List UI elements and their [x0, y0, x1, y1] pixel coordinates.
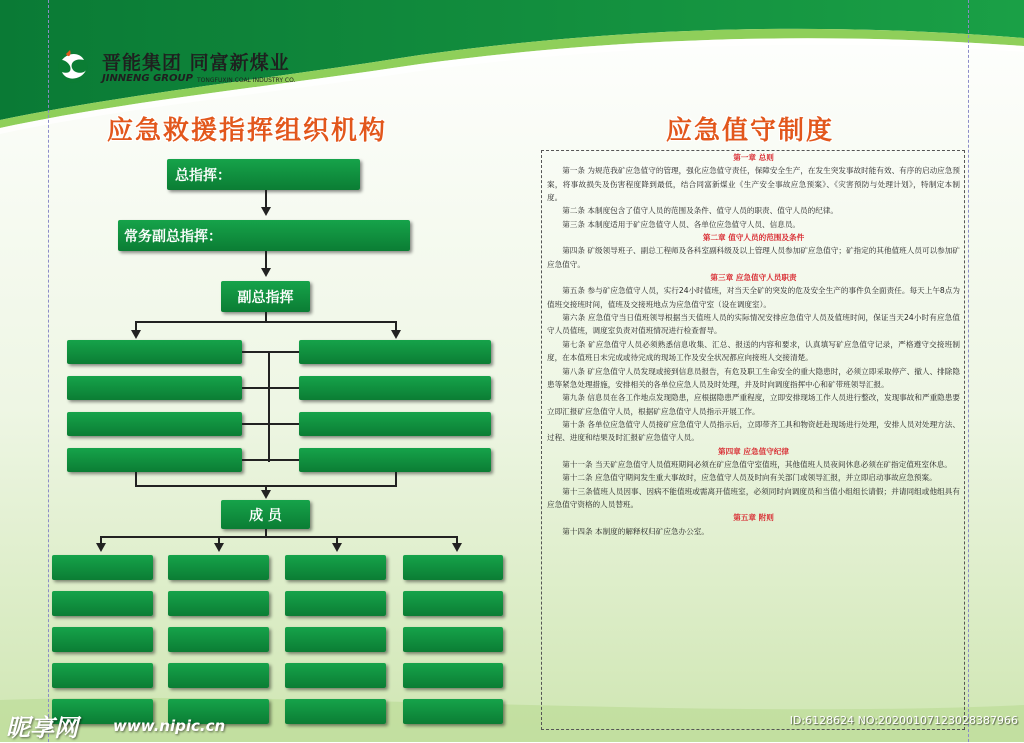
deputy-unit-box: [67, 376, 242, 400]
rule-paragraph: 第六条 应急值守当日值班领导根据当天值班人员的实际情况安排应急值守人员及值班时间，保证当天24小时有应急值守人员值班，调度室负责对值班情况进行检查督导。: [547, 313, 960, 336]
rules-panel: [541, 150, 965, 730]
member-box: [403, 627, 503, 652]
connector: [242, 351, 299, 353]
deputy-unit-box: [299, 412, 491, 436]
members-label: 成 员: [249, 507, 282, 524]
arrow-down-icon: [214, 543, 224, 552]
connector: [265, 190, 267, 208]
chapter-heading: 第五章 附则: [733, 513, 774, 523]
watermark-id: ID:6128624 NO:20200107123028387966: [789, 714, 1018, 727]
connector: [268, 352, 270, 462]
member-box: [285, 627, 386, 652]
executive-deputy-label: 常务副总指挥：: [124, 228, 222, 245]
deputy-unit-box: [299, 340, 491, 364]
rule-paragraph: 第十三条值班人员因事、因病不能值班或需离开值班室，必须同时向调度员和当值小组组长请假；并请同组或他组具有应急值守资格的人员替班。: [547, 486, 960, 509]
arrow-down-icon: [261, 268, 271, 277]
rule-paragraph: 第十条 各单位应急值守人员接矿应急值守人员指示后，立即带齐工具和物资赶赴现场进行处理，安排人员对处理方法、过程、进度和结果及时汇报矿应急值守人员。: [547, 419, 960, 443]
rule-paragraph: 第十二条 应急值守期间发生重大事故时，应急值守人员及时向有关部门或领导汇报，并立即启动事故应急预案。: [562, 473, 937, 483]
connector: [135, 321, 397, 323]
rule-paragraph: 第十一条 当天矿应急值守人员值班期间必须在矿应急值守室值班，其他值班人员夜间休息必须在矿指定值班室休息。: [562, 459, 952, 469]
rule-paragraph: 第四条 矿级领导班子、副总工程师及各科室副科级及以上管理人员参加矿应急值守；矿指定的其他值班人员可以参加矿应急值守。: [547, 246, 960, 269]
arrow-down-icon: [131, 330, 141, 339]
member-box: [168, 555, 269, 580]
member-box: [403, 699, 503, 724]
executive-deputy-box: [118, 220, 410, 251]
member-box: [168, 663, 269, 688]
commander-box: [167, 159, 360, 190]
connector: [242, 459, 299, 461]
logo-english-sub: TONGFUXIN COAL INDUSTRY CO.: [197, 77, 296, 84]
member-box: [285, 555, 386, 580]
deputy-unit-box: [67, 340, 242, 364]
watermark-url: www.nipic.cn: [113, 717, 226, 735]
arrow-down-icon: [261, 490, 271, 499]
rule-paragraph: 第九条 信息员在各工作地点发现隐患，应根据隐患严重程度，立即安排现场工作人员进行整改，发现事故和严重隐患要立即汇报矿应急值守人员，根据矿应急值守人员指示开展工作。: [547, 393, 960, 416]
arrow-down-icon: [391, 330, 401, 339]
guide-line-left: [48, 0, 49, 742]
rule-paragraph: 第三条 本制度适用于矿应急值守人员、各单位应急值守人员、信息员。: [562, 219, 801, 229]
arrow-down-icon: [96, 543, 106, 552]
rules-title: 应急值守制度: [666, 116, 835, 146]
rule-paragraph: 第七条 矿应急值守人员必须熟悉信息收集、汇总、报送的内容和要求，认真填写矿应急值守记录，严格遵守交接班制度，在本值班日未完成或待完成的现场工作及安全状况都应向接班人交接清楚。: [547, 339, 960, 363]
rule-paragraph: 第二条 本制度包含了值守人员的范围及条件、值守人员的职责、值守人员的纪律。: [562, 206, 838, 216]
member-box: [168, 591, 269, 616]
member-box: [285, 699, 386, 724]
watermark-site: 昵享网: [6, 714, 78, 742]
arrow-down-icon: [452, 543, 462, 552]
connector: [242, 387, 299, 389]
member-box: [285, 663, 386, 688]
member-box: [403, 555, 503, 580]
deputy-box: [221, 281, 310, 312]
member-box: [403, 591, 503, 616]
chapter-heading: 第二章 值守人员的范围及条件: [702, 233, 805, 243]
member-box: [52, 555, 153, 580]
deputy-unit-box: [67, 448, 242, 472]
deputy-unit-box: [299, 376, 491, 400]
member-box: [168, 627, 269, 652]
chapter-heading: 第一章 总则: [733, 153, 774, 162]
member-box: [52, 627, 153, 652]
connector: [265, 251, 267, 269]
rule-paragraph: 第一条 为规范我矿应急值守的管理，强化应急值守责任，保障安全生产，在发生突发事故时能有效、有序的启动应急预案，将事故损失及伤害程度降到最低，结合同富新煤业《生产安全事故应急预案》、《灾害预防与处理计划》，特制定本制度。: [547, 166, 960, 203]
org-chart-title: 应急救援指挥组织机构: [107, 116, 388, 146]
jinneng-logo-icon: [50, 46, 96, 86]
member-box: [52, 663, 153, 688]
rule-paragraph: 第五条 参与矿应急值守人员，实行24小时值班，对当天全矿的突发的危及安全生产的事件负全面责任。每天上午8点为值班交接班时间，值班及交接班地点为应急值守室（设在调度室）。: [547, 286, 960, 309]
rule-paragraph: 第八条 矿应急值守人员发现或接到信息员报告，有危及职工生命安全的重大隐患时，必须立即采取停产、撤人、排除隐患等紧急处理措施，安排相关的各单位应急人员及时处理，并及时向调度指挥中心和矿带班领导汇报。: [547, 366, 960, 389]
deputy-unit-box: [67, 412, 242, 436]
deputy-label: 副总指挥: [237, 289, 294, 306]
arrow-down-icon: [332, 543, 342, 552]
guide-line-right: [968, 0, 969, 742]
deputy-unit-box: [299, 448, 491, 472]
commander-label: 总指挥：: [175, 167, 231, 184]
connector: [100, 536, 458, 538]
member-box: [285, 591, 386, 616]
logo-chinese-text: 晋能集团 同富新煤业: [102, 52, 290, 74]
chapter-heading: 第三章 应急值守人员职责: [710, 273, 797, 283]
arrow-down-icon: [261, 207, 271, 216]
connector: [135, 472, 137, 486]
members-box: [221, 500, 310, 529]
chapter-heading: 第四章 应急值守纪律: [718, 446, 789, 456]
member-box: [403, 663, 503, 688]
rule-paragraph: 第十四条 本制度的解释权归矿应急办公室。: [562, 526, 709, 536]
connector: [242, 423, 299, 425]
member-box: [52, 591, 153, 616]
logo-english-main: JINNENG GROUP: [102, 73, 193, 84]
connector: [395, 472, 397, 486]
